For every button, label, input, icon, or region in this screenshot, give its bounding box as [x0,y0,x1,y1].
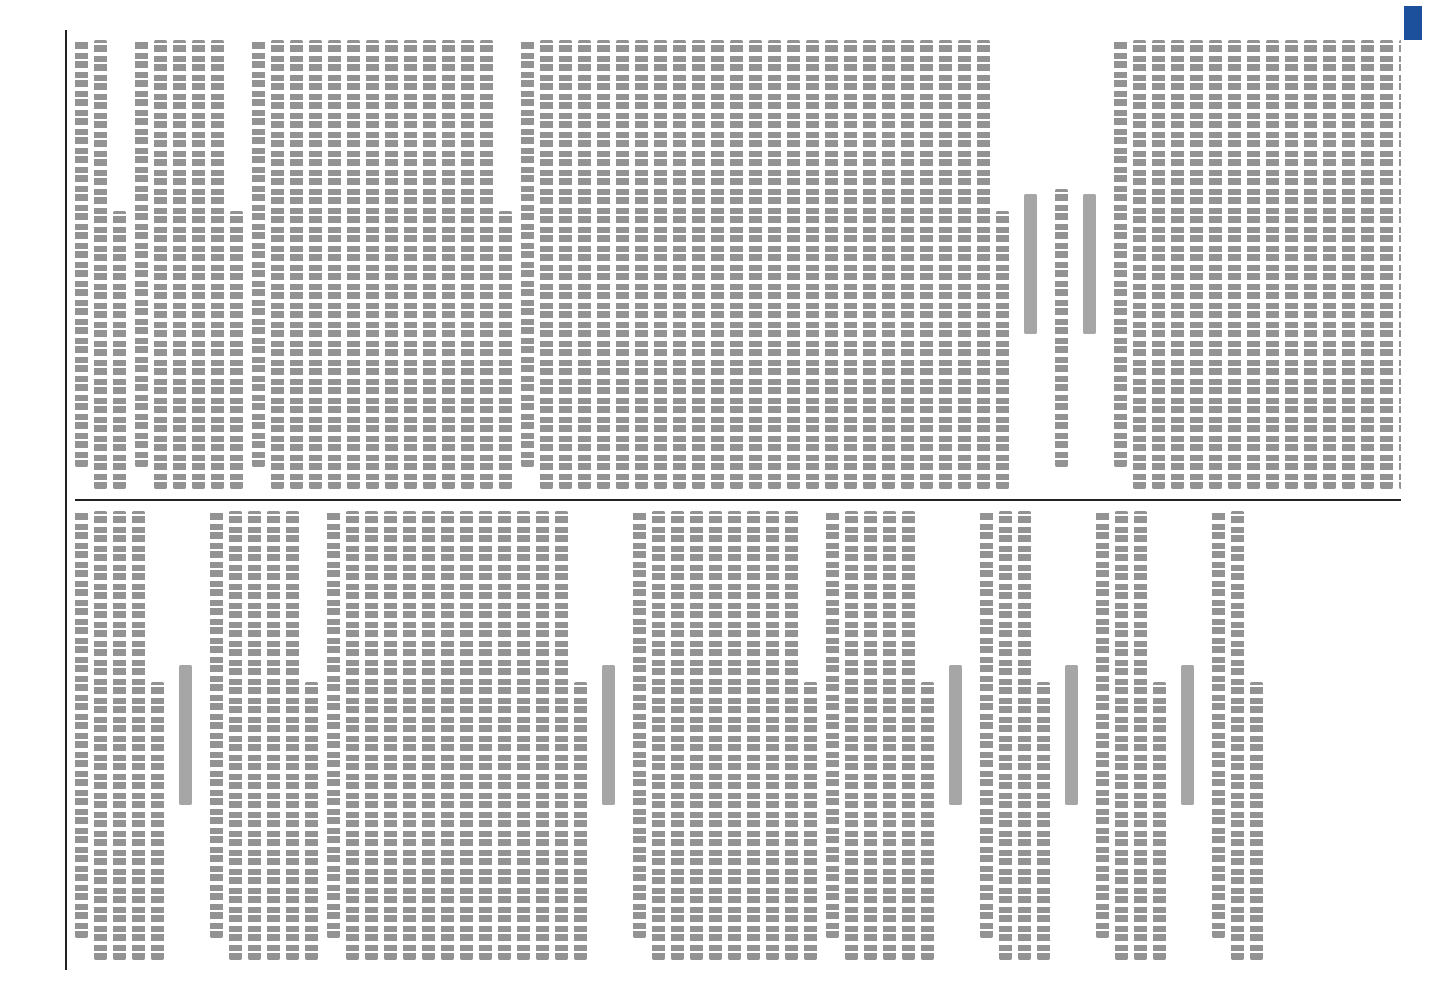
text-line-placeholder [328,40,341,489]
text-line-placeholder [1304,40,1317,489]
text-line-placeholder [1171,40,1184,489]
paragraph [826,511,934,960]
text-line-placeholder [1380,40,1393,489]
text-line-placeholder [403,511,416,960]
text-line-placeholder [652,511,665,960]
text-line-placeholder [423,40,436,489]
interjection-line [1064,511,1082,960]
text-line-placeholder [1285,40,1298,489]
paragraph [135,40,243,489]
text-line-placeholder [1250,682,1263,960]
text-line-placeholder [113,511,126,960]
text-line-placeholder [999,511,1012,960]
left-column-lines [75,511,1263,960]
text-line-placeholder [633,511,646,938]
text-line-placeholder [1212,511,1225,938]
text-columns [75,30,1401,970]
text-line-placeholder [460,511,473,960]
text-line-placeholder [422,511,435,960]
text-line-placeholder [844,40,857,489]
text-line-placeholder [94,511,107,960]
text-line-placeholder [1228,40,1241,489]
interjection-line [948,511,966,960]
text-line-placeholder [1247,40,1260,489]
paragraph [980,511,1050,960]
text-line-placeholder [94,40,107,489]
text-line-placeholder [1266,40,1279,489]
paragraph [75,40,126,489]
text-line-placeholder [75,40,88,467]
text-line-placeholder [1133,40,1146,489]
text-line-placeholder [286,511,299,960]
interjection-line [1180,511,1198,960]
text-line-placeholder [536,511,549,960]
text-line-placeholder [1361,40,1374,489]
text-line-placeholder [135,40,148,467]
text-line-placeholder [347,40,360,489]
interjection-placeholder [949,666,962,806]
text-line-placeholder [75,511,88,938]
text-line-placeholder [132,511,145,960]
text-line-placeholder [671,511,684,960]
text-line-placeholder [1037,682,1050,960]
text-line-placeholder [559,40,572,489]
interjection-placeholder [179,666,192,806]
text-line-placeholder [154,40,167,489]
text-line-placeholder [1153,682,1166,960]
paragraph [252,40,512,489]
text-line-placeholder [785,511,798,960]
text-line-placeholder [1342,40,1355,489]
right-column [75,30,1401,499]
text-line-placeholder [673,40,686,489]
text-line-placeholder [461,40,474,489]
text-line-placeholder [864,511,877,960]
interjection-placeholder [602,666,615,806]
text-line-placeholder [442,40,455,489]
text-line-placeholder [882,40,895,489]
text-line-placeholder [616,40,629,489]
paragraph [521,40,1009,489]
text-line-placeholder [499,211,512,489]
text-line-placeholder [309,40,322,489]
rotated-document-page [31,30,1401,970]
text-line-placeholder [192,40,205,489]
text-line-placeholder [366,40,379,489]
header-rule [65,30,67,970]
interjection-placeholder [1024,195,1037,335]
text-line-placeholder [248,511,261,960]
paragraph [1096,511,1166,960]
text-line-placeholder [747,511,760,960]
text-line-placeholder [690,511,703,960]
funder-logo [1404,6,1422,40]
text-line-placeholder [883,511,896,960]
paragraph [75,511,164,960]
text-line-placeholder [1231,511,1244,960]
text-line-placeholder [1114,40,1127,467]
text-line-placeholder [327,511,340,938]
text-line-placeholder [290,40,303,489]
text-line-placeholder [211,40,224,489]
text-line-placeholder [901,40,914,489]
text-line-placeholder [654,40,667,489]
text-line-placeholder [1018,511,1031,960]
text-line-placeholder [305,682,318,960]
text-line-placeholder [1190,40,1203,489]
interjection-placeholder [1181,666,1194,806]
text-line-placeholder [151,682,164,960]
text-line-placeholder [479,511,492,960]
text-line-placeholder [902,511,915,960]
text-line-placeholder [574,682,587,960]
text-line-placeholder [384,511,397,960]
text-line-placeholder [826,511,839,938]
text-line-placeholder [806,40,819,489]
text-line-placeholder [728,511,741,960]
text-line-placeholder [980,511,993,938]
paragraph [1212,511,1263,960]
interjection-line [178,511,196,960]
text-line-placeholder [635,40,648,489]
text-line-placeholder [1055,189,1068,467]
paragraph [633,511,817,960]
text-line-placeholder [921,682,934,960]
text-line-placeholder [709,511,722,960]
text-line-placeholder [863,40,876,489]
text-line-placeholder [517,511,530,960]
text-line-placeholder [996,211,1009,489]
text-line-placeholder [1096,511,1109,938]
text-line-placeholder [173,40,186,489]
text-line-placeholder [939,40,952,489]
text-line-placeholder [230,211,243,489]
text-line-placeholder [521,40,534,467]
interjection-placeholder [1065,666,1078,806]
text-line-placeholder [711,40,724,489]
text-line-placeholder [692,40,705,489]
paragraph [1114,40,1401,489]
text-line-placeholder [749,40,762,489]
text-line-placeholder [1134,511,1147,960]
text-line-placeholder [229,511,242,960]
text-line-placeholder [1115,511,1128,960]
left-column [75,501,1401,970]
text-line-placeholder [787,40,800,489]
text-line-placeholder [480,40,493,489]
text-line-placeholder [252,40,265,467]
text-line-placeholder [1323,40,1336,489]
text-line-placeholder [365,511,378,960]
text-line-placeholder [845,511,858,960]
text-line-placeholder [1209,40,1222,489]
paragraph [327,511,587,960]
paragraph [210,511,318,960]
text-line-placeholder [766,511,779,960]
text-line-placeholder [346,511,359,960]
text-line-placeholder [271,40,284,489]
text-line-placeholder [385,40,398,489]
text-line-placeholder [920,40,933,489]
digitization-margin [1398,0,1424,1000]
text-line-placeholder [404,40,417,489]
text-line-placeholder [977,40,990,489]
text-line-placeholder [113,211,126,489]
right-column-lines [75,40,1401,489]
interjection-line [601,511,619,960]
text-line-placeholder [267,511,280,960]
text-line-placeholder [555,511,568,960]
text-line-placeholder [958,40,971,489]
text-line-placeholder [498,511,511,960]
text-line-placeholder [597,40,610,489]
running-header [31,30,61,970]
text-line-placeholder [1152,40,1165,489]
text-line-placeholder [210,511,223,938]
text-line-placeholder [441,511,454,960]
text-line-placeholder [768,40,781,489]
text-line-placeholder [825,40,838,489]
text-line-placeholder [804,682,817,960]
interjection-placeholder [1083,195,1096,335]
text-line-placeholder [730,40,743,489]
text-line-placeholder [540,40,553,489]
text-line-placeholder [578,40,591,489]
interjection-line [1082,40,1100,489]
paragraph [1055,40,1068,489]
interjection-line [1023,40,1041,489]
